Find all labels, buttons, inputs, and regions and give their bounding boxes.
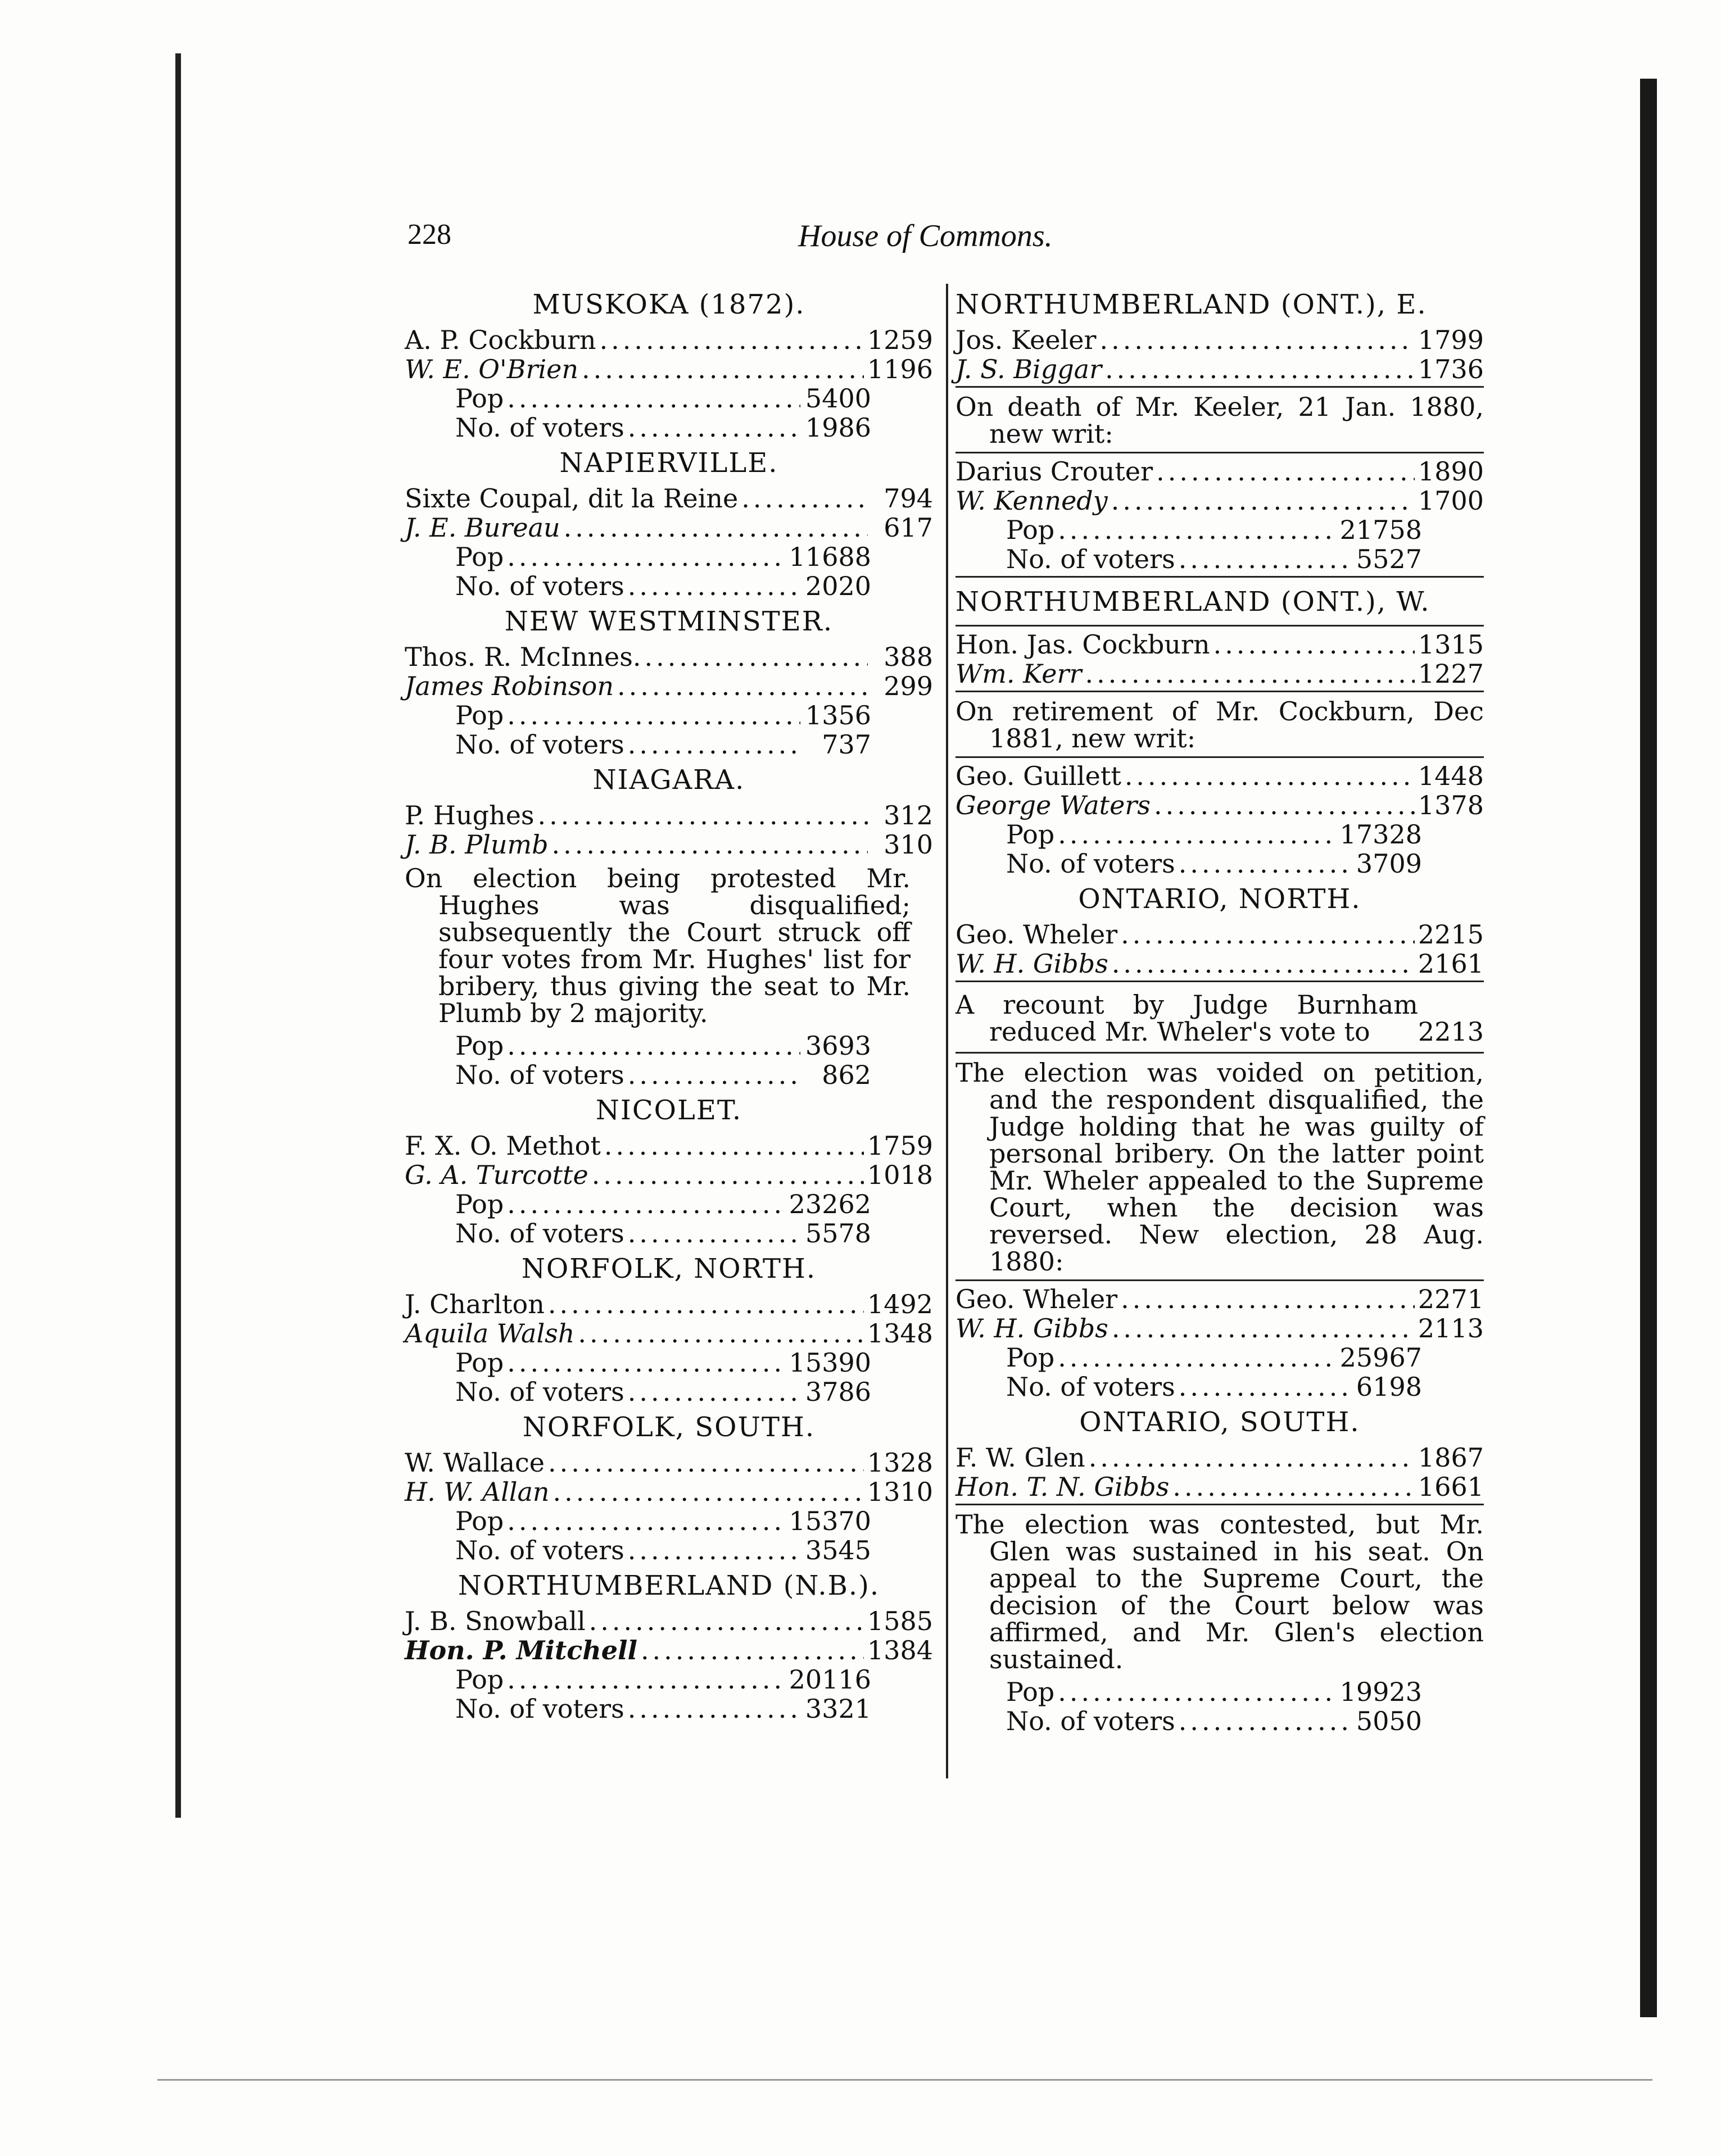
voters-row: No. of voters ..... 3786 [455, 1377, 871, 1406]
candidate-name: Hon. P. Mitchell [405, 1635, 637, 1665]
vote-count: 1661 [1417, 1472, 1484, 1502]
constituency-block [405, 759, 933, 1090]
candidate-row [405, 1477, 933, 1506]
vote-count: 617 [884, 512, 933, 543]
candidate-name: J. E. Bureau [405, 512, 560, 543]
column-divider [946, 284, 948, 1778]
population-value: 5400 [805, 383, 871, 414]
population-value: 15370 [789, 1506, 871, 1536]
vote-count: 1384 [867, 1635, 933, 1665]
voters-row: No. of voters ..... 3545 [455, 1536, 871, 1565]
candidate-row [405, 325, 933, 355]
page-header [407, 214, 1110, 264]
population-row: Pop ..... 5400 [455, 384, 871, 413]
population-value: 17328 [1339, 819, 1422, 850]
voters-row: No. of voters ..... 5527 [1006, 544, 1422, 574]
voters-value: 6198 [1356, 1372, 1422, 1402]
candidate-name: James Robinson [405, 671, 614, 701]
divider [955, 1279, 1484, 1281]
candidate-row [955, 1314, 1484, 1343]
candidate-name: Hon. T. N. Gibbs [955, 1472, 1170, 1502]
population-row: Pop ..... 15390 [455, 1348, 871, 1377]
constituency-block [955, 284, 1484, 578]
candidate-row [405, 513, 933, 542]
vote-count: 1196 [867, 354, 933, 384]
candidate-name: Wm. Kerr [955, 659, 1082, 689]
recount-text: A recount by Judge Burnham reduced Mr. Wheler's vote to [955, 990, 1418, 1047]
election-note: The election was voided on petition, and the respondent disqualified, the Judge holding that he was guilty of personal bribery. On the latter point Mr. Wheler appealed to the Supreme Court, when the decision was reversed. New election, 28 Aug. 1880: [955, 1057, 1484, 1277]
voters-value: 3545 [805, 1535, 871, 1565]
population-row: Pop ..... 15370 [455, 1506, 871, 1536]
vote-count: 1259 [867, 325, 933, 355]
vote-count: 1348 [867, 1318, 933, 1349]
candidate-row [955, 1443, 1484, 1472]
candidate-row [955, 920, 1484, 949]
voters-row: No. of voters ..... 6198 [1006, 1372, 1422, 1401]
candidate-name: W. E. O'Brien [405, 354, 579, 384]
candidate-row [405, 801, 933, 830]
candidate-name: Geo. Guillett [955, 761, 1121, 791]
constituency-heading: NICOLET. [595, 1095, 742, 1126]
candidate-name: George Waters [955, 790, 1151, 820]
voters-row: No. of voters ..... 3709 [1006, 849, 1422, 878]
candidate-name: F. X. O. Methot [405, 1131, 601, 1161]
population-value: 3693 [805, 1031, 871, 1061]
divider [955, 1052, 1484, 1054]
candidate-name: W. H. Gibbs [955, 948, 1108, 979]
vote-count: 1867 [1417, 1442, 1484, 1473]
candidate-row [955, 630, 1484, 659]
population-row: Pop ..... 17328 [1006, 820, 1422, 849]
constituency-heading: NORFOLK, SOUTH. [522, 1411, 816, 1443]
population-row: Pop ..... 11688 [455, 542, 871, 571]
candidate-name: Geo. Wheler [955, 919, 1118, 950]
vote-count: 1448 [1417, 761, 1484, 791]
scan-edge-right [1640, 79, 1657, 2017]
population-row: Pop ..... 20116 [455, 1665, 871, 1694]
divider [955, 625, 1484, 627]
candidate-name: J. S. Biggar [955, 354, 1102, 384]
candidate-name: J. B. Plumb [405, 829, 549, 860]
divider [955, 452, 1484, 453]
vote-count: 1700 [1417, 485, 1484, 516]
candidate-name: J. B. Snowball [405, 1606, 586, 1636]
voters-value: 3709 [1356, 848, 1422, 879]
voters-row: No. of voters ..... 3321 [455, 1694, 871, 1723]
vote-count: 2113 [1417, 1313, 1484, 1343]
vote-count: 1492 [867, 1289, 933, 1319]
candidate-name: Thos. R. McInnes. [405, 642, 641, 672]
candidate-row [405, 484, 933, 513]
voters-row: No. of voters ..... 2020 [455, 571, 871, 601]
population-row: Pop ..... 21758 [1006, 515, 1422, 544]
constituency-heading: NORTHUMBERLAND (ONT.), E. [955, 289, 1427, 320]
constituency-block [955, 581, 1484, 878]
divider [955, 691, 1484, 692]
divider [955, 576, 1484, 578]
candidate-row [405, 1290, 933, 1319]
candidate-name: G. A. Turcotte [405, 1160, 588, 1190]
constituency-heading: MUSKOKA (1872). [532, 289, 805, 320]
population-value: 1356 [805, 700, 871, 730]
constituency-block [405, 1565, 933, 1723]
vote-count: 1736 [1417, 354, 1484, 384]
voters-value: 1986 [805, 412, 871, 443]
divider [955, 981, 1484, 982]
constituency-heading: ONTARIO, NORTH. [1078, 883, 1361, 915]
voters-value: 737 [822, 729, 871, 760]
vote-count: 794 [884, 483, 933, 514]
candidate-row [955, 1284, 1484, 1314]
candidate-name: Aquila Walsh [405, 1318, 575, 1349]
constituency-heading: NIAGARA. [592, 764, 745, 796]
population-row: Pop ..... 23262 [455, 1190, 871, 1219]
candidate-row [955, 325, 1484, 355]
candidate-row [405, 1606, 933, 1636]
population-value: 15390 [789, 1347, 871, 1378]
candidate-name: P. Hughes [405, 800, 535, 830]
voters-value: 862 [822, 1060, 871, 1090]
candidate-name: Hon. Jas. Cockburn [955, 629, 1210, 660]
candidate-name: Jos. Keeler [955, 325, 1097, 355]
population-value: 19923 [1339, 1677, 1422, 1707]
candidate-row [405, 830, 933, 859]
constituency-block [405, 1090, 933, 1248]
right-column [955, 284, 1484, 1736]
vote-count: 299 [884, 671, 933, 701]
constituency-heading: NEW WESTMINSTER. [504, 606, 834, 637]
voters-value: 5050 [1356, 1706, 1422, 1736]
vote-count: 1315 [1417, 629, 1484, 660]
voters-value: 3321 [805, 1694, 871, 1724]
candidate-name: W. H. Gibbs [955, 1313, 1108, 1343]
vote-count: 310 [884, 829, 933, 860]
vote-count: 2271 [1417, 1284, 1484, 1314]
vote-count: 1759 [867, 1131, 933, 1161]
population-row: Pop ..... 19923 [1006, 1677, 1422, 1706]
candidate-row [405, 671, 933, 701]
constituency-heading: ONTARIO, SOUTH. [1079, 1406, 1360, 1438]
candidate-row [405, 1448, 933, 1477]
constituency-block [405, 1248, 933, 1406]
vote-count: 1378 [1417, 790, 1484, 820]
scan-edge-bottom [157, 2079, 1652, 2081]
recount-votes: 2213 [1417, 1016, 1484, 1047]
population-value: 21758 [1339, 515, 1422, 545]
population-value: 11688 [789, 542, 871, 572]
candidate-name: Darius Crouter [955, 456, 1153, 487]
candidate-name: F. W. Glen [955, 1442, 1085, 1473]
constituency-block [955, 878, 1484, 1401]
voters-row: No. of voters ..... 737 [455, 730, 871, 759]
candidate-row [405, 1636, 933, 1665]
voters-row: No. of voters ..... 5578 [455, 1219, 871, 1248]
voters-value: 2020 [805, 571, 871, 601]
voters-value: 5578 [805, 1218, 871, 1249]
candidate-row [955, 659, 1484, 688]
vote-count: 1328 [867, 1447, 933, 1478]
divider [955, 386, 1484, 388]
constituency-heading: NAPIERVILLE. [559, 447, 778, 479]
voters-value: 5527 [1356, 544, 1422, 574]
candidate-name: W. Kennedy [955, 485, 1108, 516]
vote-count: 1018 [867, 1160, 933, 1190]
recount-note [955, 986, 1484, 1050]
population-value: 20116 [789, 1664, 871, 1695]
candidate-row [405, 642, 933, 671]
scan-edge-left [175, 53, 181, 1818]
candidate-row [955, 457, 1484, 486]
vote-count: 2161 [1417, 948, 1484, 979]
constituency-heading: NORTHUMBERLAND (ONT.), W. [955, 586, 1430, 618]
population-value: 25967 [1339, 1342, 1422, 1373]
candidate-row [405, 1131, 933, 1160]
election-note: On retirement of Mr. Cockburn, Dec 1881, new writ: [955, 696, 1484, 754]
left-column [405, 284, 933, 1723]
candidate-name: H. W. Allan [405, 1477, 550, 1507]
divider [955, 756, 1484, 758]
candidate-name: A. P. Cockburn [405, 325, 596, 355]
voters-row: No. of voters ..... 1986 [455, 413, 871, 442]
divider [955, 1504, 1484, 1505]
voters-value: 3786 [805, 1377, 871, 1407]
running-head: House of Commons. [798, 219, 1053, 253]
candidate-name: W. Wallace [405, 1447, 545, 1478]
candidate-name: J. Charlton [405, 1289, 545, 1319]
constituency-block [955, 1401, 1484, 1736]
candidate-row [955, 791, 1484, 820]
candidate-name: Geo. Wheler [955, 1284, 1118, 1314]
constituency-block [405, 601, 933, 759]
candidate-row [405, 355, 933, 384]
vote-count: 1310 [867, 1477, 933, 1507]
voters-row: No. of voters ..... 862 [455, 1060, 871, 1090]
candidate-row [405, 1160, 933, 1190]
vote-count: 312 [884, 800, 933, 830]
vote-count: 1890 [1417, 456, 1484, 487]
candidate-row [955, 1472, 1484, 1501]
voters-row: No. of voters ..... 5050 [1006, 1706, 1422, 1736]
vote-count: 1227 [1417, 659, 1484, 689]
population-row: Pop ..... 3693 [455, 1031, 871, 1060]
population-row: Pop ..... 25967 [1006, 1343, 1422, 1372]
constituency-block [405, 442, 933, 601]
candidate-name: Sixte Coupal, dit la Reine [405, 483, 739, 514]
vote-count: 388 [884, 642, 933, 672]
vote-count: 1799 [1417, 325, 1484, 355]
constituency-block [405, 284, 933, 442]
population-value: 23262 [789, 1189, 871, 1219]
population-row: Pop ..... 1356 [455, 701, 871, 730]
constituency-heading: NORFOLK, NORTH. [521, 1253, 817, 1284]
vote-count: 1585 [867, 1606, 933, 1636]
vote-count: 2215 [1417, 919, 1484, 950]
election-note: The election was contested, but Mr. Glen was sustained in his seat. On appeal to the Supreme Court, the decision of the Court below was affirmed, and Mr. Glen's election sustained. [955, 1509, 1484, 1674]
election-note: On election being protested Mr. Hughes was disqualified; subsequently the Court struck off four votes from Mr. Hughes' list for bribery, thus giving the seat to Mr. Plumb by 2 majority. [405, 863, 911, 1028]
candidate-row [955, 486, 1484, 515]
constituency-block [405, 1406, 933, 1565]
candidate-row [955, 761, 1484, 791]
candidate-row [405, 1319, 933, 1348]
candidate-row [955, 949, 1484, 978]
constituency-heading: NORTHUMBERLAND (N.B.). [458, 1570, 880, 1601]
election-note: On death of Mr. Keeler, 21 Jan. 1880, new writ: [955, 392, 1484, 449]
candidate-row [955, 355, 1484, 384]
page-number: 228 [407, 219, 451, 251]
